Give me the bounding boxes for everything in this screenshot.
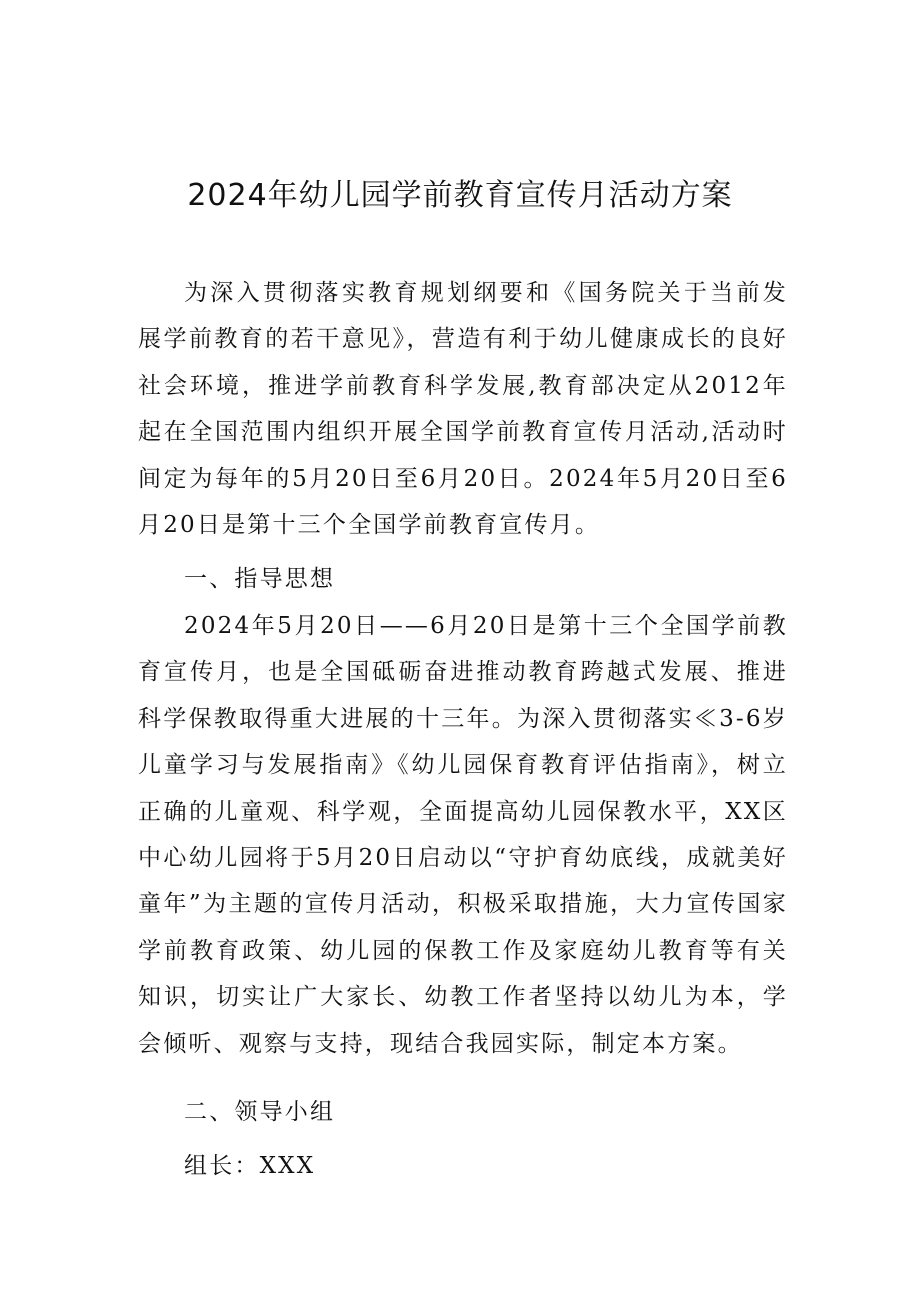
- document-title: 2024年幼儿园学前教育宣传月活动方案: [187, 178, 733, 213]
- section-heading-guiding-ideology: 一、指导思想: [184, 566, 336, 592]
- section-heading-leadership-group: 二、领导小组: [184, 1099, 336, 1125]
- group-leader-line: 组长：XXX: [184, 1153, 316, 1179]
- guiding-ideology-paragraph: 2024年5月20日——6月20日是第十三个全国学前教育宣传月，也是全国砥砺奋进推动教育跨越式发展、推进科学保教取得重大进展的十三年。为深入贯彻落实≪3-6岁儿童学习与发展指南》《幼儿园保育教育评估指南》，树立正确的儿童观、科学观，全面提高幼儿园保教水平，XX区中心幼儿园将于5月20日启动以“守护育幼底线，成就美好童年”为主题的宣传月活动，积极采取措施，大力宣传国家学前教育政策、幼儿园的保教工作及家庭幼儿教育等有关知识，切实让广大家长、幼教工作者坚持以幼儿为本，学会倾听、观察与支持，现结合我园实际，制定本方案。: [138, 613, 788, 1057]
- intro-paragraph: 为深入贯彻落实教育规划纲要和《国务院关于当前发展学前教育的若干意见》，营造有利于幼儿健康成长的良好社会环境，推进学前教育科学发展,教育部决定从2012年起在全国范围内组织开展全国学前教育宣传月活动,活动时间定为每年的5月20日至6月20日。2024年5月20日至6月20日是第十三个全国学前教育宣传月。: [138, 280, 788, 539]
